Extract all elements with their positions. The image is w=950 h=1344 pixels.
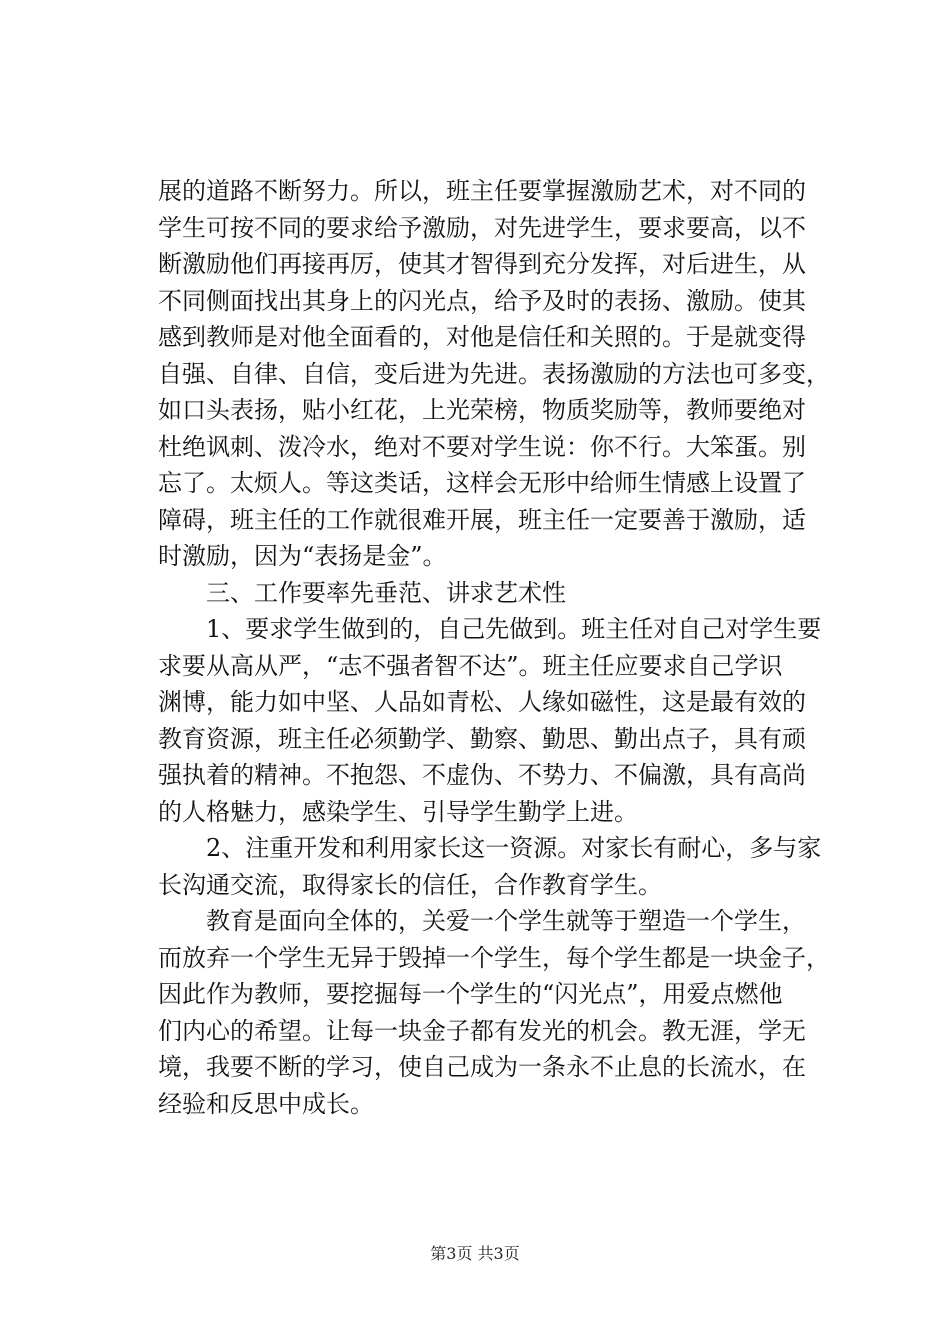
text-line: 展的道路不断努力。所以，班主任要掌握激励艺术，对不同的 [158, 177, 806, 205]
text-line: 2、注重开发和利用家长这一资源。对家长有耐心，多与家 [158, 834, 822, 862]
text-line: 求要从高从严，“志不强者智不达”。班主任应要求自己学识 [158, 651, 783, 680]
text-line: 如口头表扬，贴小红花，上光荣榜，物质奖励等，教师要绝对 [158, 396, 806, 424]
text-line: 教育资源，班主任必须勤学、勤察、勤思、勤出点子，具有顽 [158, 724, 806, 753]
text-line: 杜绝讽刺、泼冷水，绝对不要对学生说：你不行。大笨蛋。别 [158, 432, 806, 461]
text-line: 教育是面向全体的，关爱一个学生就等于塑造一个学生， [158, 907, 806, 935]
text-line: 自强、自律、自信，变后进为先进。表扬激励的方法也可多变， [158, 359, 830, 388]
text-line: 障碍，班主任的工作就很难开展，班主任一定要善于激励，适 [158, 505, 806, 534]
text-line: 断激励他们再接再厉，使其才智得到充分发挥，对后进生，从 [158, 250, 806, 278]
text-line: 长沟通交流，取得家长的信任，合作教育学生。 [158, 870, 662, 899]
text-line: 们内心的希望。让每一块金子都有发光的机会。教无涯，学无 [158, 1016, 806, 1045]
text-line: 感到教师是对他全面看的，对他是信任和关照的。于是就变得 [158, 323, 806, 351]
page-footer: 第3页 共3页 [430, 1244, 520, 1263]
text-line: 1、要求学生做到的，自己先做到。班主任对自己对学生要 [158, 615, 822, 643]
text-line: 境，我要不断的学习，使自己成为一条永不止息的长流水，在 [158, 1053, 806, 1081]
text-line: 学生可按不同的要求给予激励，对先进学生，要求要高，以不 [158, 213, 806, 242]
text-line: 的人格魅力，感染学生、引导学生勤学上进。 [158, 797, 638, 826]
text-line: 三、工作要率先垂范、讲求艺术性 [158, 578, 566, 607]
text-line: 因此作为教师，要挖掘每一个学生的“闪光点”，用爱点燃他 [158, 980, 783, 1008]
text-line: 而放弃一个学生无异于毁掉一个学生，每个学生都是一块金子， [158, 943, 830, 972]
body-text [158, 173, 858, 1122]
text-line: 经验和反思中成长。 [158, 1089, 374, 1118]
text-line: 忘了。太烦人。等这类话，这样会无形中给师生情感上设置了 [158, 469, 806, 497]
text-line: 时激励，因为“表扬是金”。 [158, 542, 447, 570]
text-line: 强执着的精神。不抱怨、不虚伪、不势力、不偏激，具有高尚 [158, 761, 806, 789]
text-line: 不同侧面找出其身上的闪光点，给予及时的表扬、激励。使其 [158, 286, 806, 315]
text-line: 渊博，能力如中坚、人品如青松、人缘如磁性，这是最有效的 [158, 688, 806, 716]
